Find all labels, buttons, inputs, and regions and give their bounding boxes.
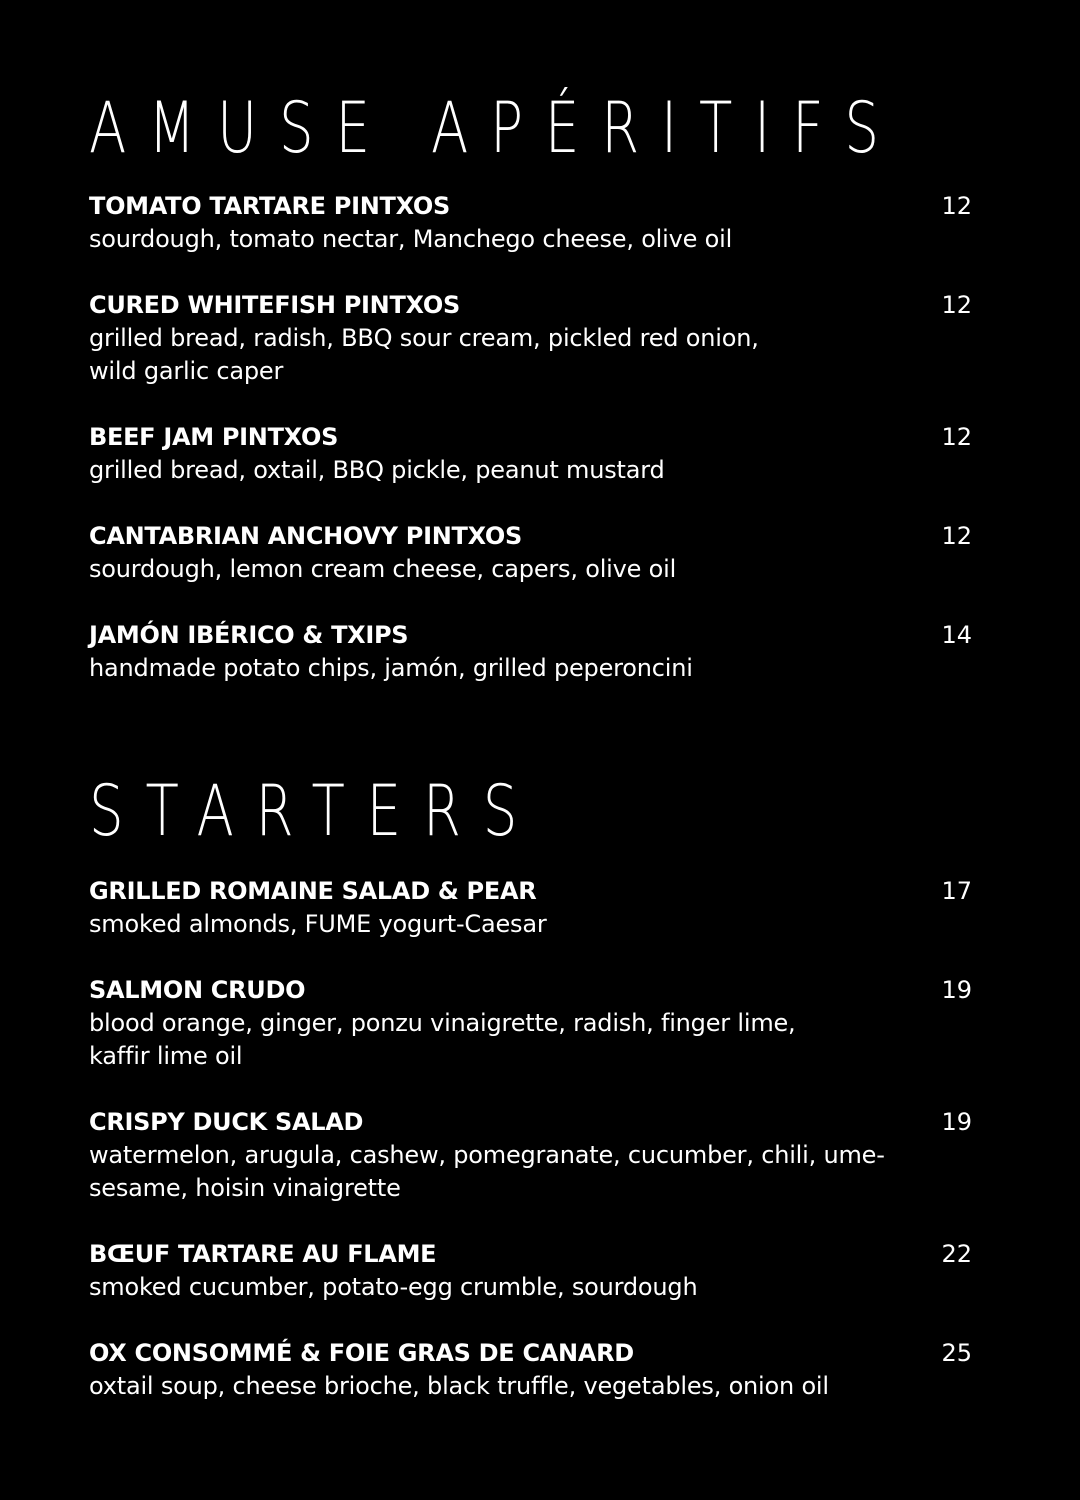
item-description: handmade potato chips, jamón, grilled peperoncini [89, 654, 693, 682]
section-amuse-aperitifs [89, 88, 972, 718]
item-price: 19 [941, 1108, 972, 1136]
menu-item [89, 421, 972, 487]
item-description: smoked cucumber, potato-egg crumble, sourdough [89, 1273, 698, 1301]
item-name: OX CONSOMMÉ & FOIE GRAS DE CANARD [89, 1339, 634, 1367]
menu-item [89, 619, 972, 685]
menu-item [89, 1337, 972, 1403]
item-name: TOMATO TARTARE PINTXOS [89, 192, 451, 220]
item-description: grilled bread, radish, BBQ sour cream, pickled red onion, wild garlic caper [89, 324, 759, 385]
menu-item [89, 289, 972, 388]
item-price: 14 [941, 621, 972, 649]
item-price: 12 [941, 291, 972, 319]
menu-item [89, 1106, 972, 1205]
item-name: CRISPY DUCK SALAD [89, 1108, 364, 1136]
item-price: 17 [941, 877, 972, 905]
menu-items [89, 190, 972, 685]
item-description: smoked almonds, FUME yogurt-Caesar [89, 910, 547, 938]
menu-item [89, 520, 972, 586]
item-price: 22 [941, 1240, 972, 1268]
item-name: JAMÓN IBÉRICO & TXIPS [89, 621, 409, 649]
section-title: AMUSE APÉRITIFS [89, 87, 901, 169]
menu-item [89, 875, 972, 941]
menu-item [89, 1238, 972, 1304]
menu-item [89, 974, 972, 1073]
item-name: BEEF JAM PINTXOS [89, 423, 339, 451]
item-description: sourdough, lemon cream cheese, capers, olive oil [89, 555, 677, 583]
item-price: 19 [941, 976, 972, 1004]
item-price: 12 [941, 192, 972, 220]
section-starters [89, 771, 972, 1436]
item-name: CURED WHITEFISH PINTXOS [89, 291, 460, 319]
item-price: 12 [941, 423, 972, 451]
menu-items [89, 875, 972, 1403]
section-title: STARTERS [89, 770, 540, 852]
item-description: oxtail soup, cheese brioche, black truffle, vegetables, onion oil [89, 1372, 829, 1400]
item-price: 12 [941, 522, 972, 550]
item-name: GRILLED ROMAINE SALAD & PEAR [89, 877, 537, 905]
item-name: BŒUF TARTARE AU FLAME [89, 1240, 437, 1268]
item-description: sourdough, tomato nectar, Manchego cheese, olive oil [89, 225, 733, 253]
item-name: SALMON CRUDO [89, 976, 306, 1004]
item-description: grilled bread, oxtail, BBQ pickle, peanut mustard [89, 456, 665, 484]
item-description: watermelon, arugula, cashew, pomegranate, cucumber, chili, ume-sesame, hoisin vinaigrette [89, 1141, 885, 1202]
item-name: CANTABRIAN ANCHOVY PINTXOS [89, 522, 523, 550]
menu-item [89, 190, 972, 256]
item-price: 25 [941, 1339, 972, 1367]
item-description: blood orange, ginger, ponzu vinaigrette, radish, finger lime, kaffir lime oil [89, 1009, 796, 1070]
